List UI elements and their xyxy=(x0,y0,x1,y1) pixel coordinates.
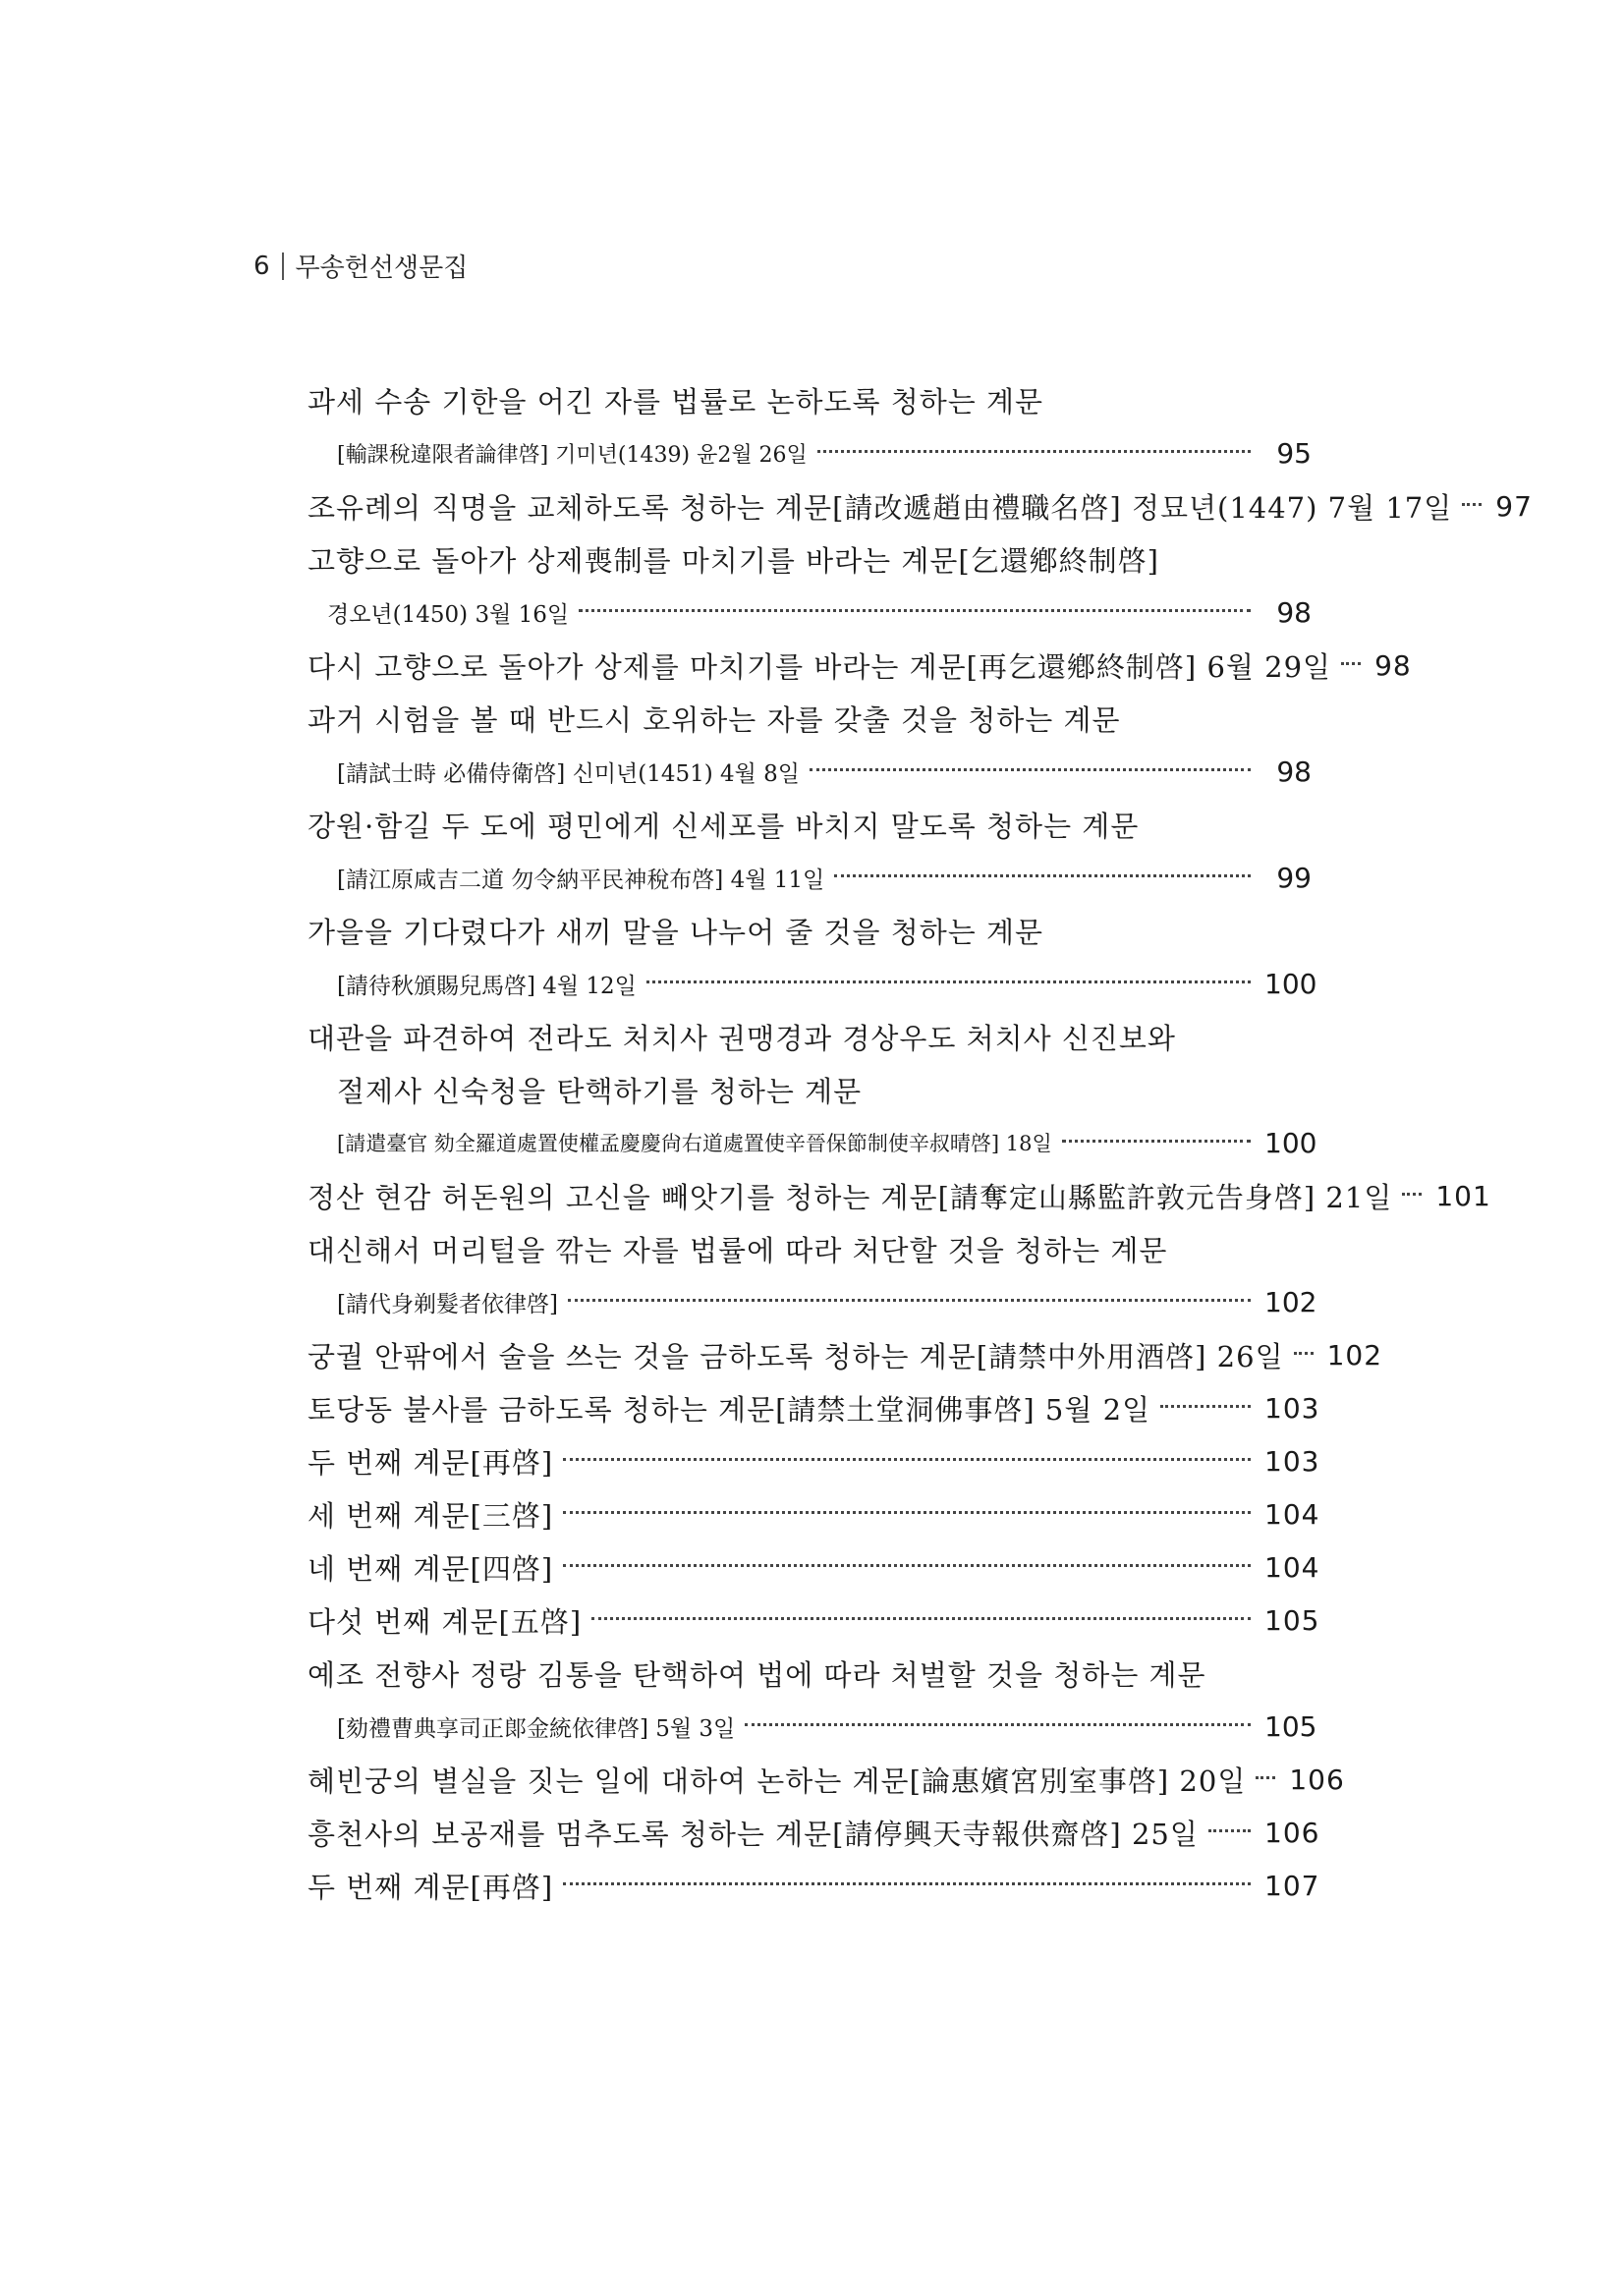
page-ref: 95 xyxy=(1276,436,1312,470)
toc-title-continuation xyxy=(308,1063,1312,1116)
page-ref: 97 xyxy=(1495,489,1533,523)
page-ref: 103 xyxy=(1264,1391,1320,1425)
dot-leader xyxy=(834,874,1251,877)
toc-entry xyxy=(308,426,1312,479)
dot-leader xyxy=(1208,1829,1251,1832)
toc-entry xyxy=(308,745,1312,798)
dot-leader xyxy=(563,1882,1251,1885)
toc-text: 가을을 기다렸다가 새끼 말을 나누어 줄 것을 청하는 계문 xyxy=(308,915,1044,949)
toc-text: [請試士時 必備侍衛啓] 신미년(1451) 4월 8일 xyxy=(337,760,801,787)
page-ref: 105 xyxy=(1264,1603,1320,1637)
toc-text: 다섯 번째 계문[五啓] xyxy=(308,1604,583,1639)
toc-title-line xyxy=(308,798,1312,851)
toc-text: 경오년(1450) 3월 16일 xyxy=(327,601,570,628)
toc-entry xyxy=(308,586,1312,639)
dot-leader xyxy=(817,450,1251,453)
toc-entry xyxy=(308,1169,1491,1222)
running-header xyxy=(253,248,468,284)
toc-entry xyxy=(308,1700,1317,1753)
toc-entry xyxy=(308,1859,1320,1912)
toc-text: 정산 현감 허돈원의 고신을 빼앗기를 청하는 계문[請奪定山縣監許敦元告身啓] 21일 xyxy=(308,1180,1393,1214)
toc-title-line xyxy=(308,1647,1312,1700)
toc-text: 과거 시험을 볼 때 반드시 호위하는 자를 갖출 것을 청하는 계문 xyxy=(308,702,1121,737)
toc-entry xyxy=(308,479,1533,532)
toc-text: 절제사 신숙청을 탄핵하기를 청하는 계문 xyxy=(337,1074,863,1108)
page-ref: 98 xyxy=(1276,595,1312,629)
toc-entry xyxy=(308,1434,1320,1487)
toc-text: 강원·함길 두 도에 평민에게 신세포를 바치지 말도록 청하는 계문 xyxy=(308,809,1140,843)
toc-title-line xyxy=(308,692,1312,745)
page-ref: 98 xyxy=(1276,755,1312,788)
toc-entry xyxy=(308,1753,1345,1806)
dot-leader xyxy=(1462,503,1482,506)
toc-entry xyxy=(308,1540,1320,1594)
dot-leader xyxy=(1294,1352,1314,1355)
table-of-contents xyxy=(308,373,1533,1912)
page-number: 6 xyxy=(253,251,270,281)
toc-text: 조유례의 직명을 교체하도록 청하는 계문[請改遞趙由禮職名啓] 정묘년(1447) 7월 17일 xyxy=(308,490,1453,525)
toc-text: 세 번째 계문[三啓] xyxy=(308,1498,554,1533)
dot-leader xyxy=(563,1511,1251,1514)
toc-title-line xyxy=(308,904,1312,957)
page-ref: 100 xyxy=(1264,967,1317,1000)
page-ref: 106 xyxy=(1264,1816,1320,1849)
toc-text: 고향으로 돌아가 상제喪制를 마치기를 바라는 계문[乞還鄕終制啓] xyxy=(308,543,1159,578)
toc-entry xyxy=(308,1275,1317,1328)
toc-text: 다시 고향으로 돌아가 상제를 마치기를 바라는 계문[再乞還鄕終制啓] 6월 29일 xyxy=(308,649,1332,684)
toc-entry xyxy=(308,957,1317,1010)
dot-leader xyxy=(1160,1405,1251,1408)
dot-leader xyxy=(1402,1193,1422,1196)
toc-entry xyxy=(308,1328,1383,1381)
toc-entry xyxy=(308,639,1412,692)
page-ref: 105 xyxy=(1264,1709,1317,1743)
toc-text: 대관을 파견하여 전라도 처치사 권맹경과 경상우도 처치사 신진보와 xyxy=(308,1021,1176,1055)
dot-leader xyxy=(591,1617,1251,1620)
page-ref: 104 xyxy=(1264,1550,1320,1584)
toc-text: 대신해서 머리털을 깎는 자를 법률에 따라 처단할 것을 청하는 계문 xyxy=(308,1233,1168,1267)
page-ref: 104 xyxy=(1264,1497,1320,1531)
toc-text: 두 번째 계문[再啓] xyxy=(308,1870,554,1904)
book-title: 무송헌선생문집 xyxy=(295,253,469,283)
toc-text: 혜빈궁의 별실을 짓는 일에 대하여 논하는 계문[論惠嬪宮別室事啓] 20일 xyxy=(308,1764,1247,1798)
dot-leader xyxy=(810,768,1251,771)
dot-leader xyxy=(563,1458,1251,1461)
toc-entry xyxy=(308,1806,1320,1859)
toc-entry xyxy=(308,1116,1317,1169)
page-ref: 102 xyxy=(1264,1285,1317,1318)
page-ref: 102 xyxy=(1326,1338,1383,1372)
page-ref: 100 xyxy=(1264,1126,1317,1159)
toc-text: 두 번째 계문[再啓] xyxy=(308,1445,554,1480)
toc-text: [請遣臺官 劾全羅道處置使權孟慶慶尙右道處置使辛晉保節制使辛叔晴啓] 18일 xyxy=(337,1132,1052,1155)
toc-title-line xyxy=(308,1010,1312,1063)
toc-entry xyxy=(308,1487,1320,1540)
toc-entry xyxy=(308,1381,1320,1434)
page-ref: 99 xyxy=(1276,861,1312,894)
toc-text: 토당동 불사를 금하도록 청하는 계문[請禁土堂洞佛事啓] 5월 2일 xyxy=(308,1392,1151,1427)
toc-text: 네 번째 계문[四啓] xyxy=(308,1551,554,1586)
toc-text: [輸課稅違限者論律啓] 기미년(1439) 윤2월 26일 xyxy=(337,442,808,468)
header-divider xyxy=(282,252,284,280)
toc-text: 과세 수송 기한을 어긴 자를 법률로 논하도록 청하는 계문 xyxy=(308,384,1044,419)
dot-leader xyxy=(1341,662,1361,665)
dot-leader xyxy=(745,1723,1251,1726)
toc-entry xyxy=(308,851,1312,904)
toc-title-line xyxy=(308,373,1312,426)
dot-leader xyxy=(646,980,1251,983)
page-ref: 101 xyxy=(1435,1179,1491,1212)
toc-text: 예조 전향사 정랑 김통을 탄핵하여 법에 따라 처벌할 것을 청하는 계문 xyxy=(308,1657,1206,1692)
toc-text: [請待秋頒賜兒馬啓] 4월 12일 xyxy=(337,973,637,999)
toc-text: [劾禮曹典享司正郞金統依律啓] 5월 3일 xyxy=(337,1715,736,1742)
toc-text: 흥천사의 보공재를 멈추도록 청하는 계문[請停興天寺報供齋啓] 25일 xyxy=(308,1817,1199,1851)
toc-title-line xyxy=(308,1222,1312,1275)
dot-leader xyxy=(1062,1140,1251,1143)
dot-leader xyxy=(568,1299,1251,1302)
dot-leader xyxy=(563,1564,1251,1567)
page-ref: 103 xyxy=(1264,1444,1320,1478)
page-ref: 98 xyxy=(1374,648,1412,682)
toc-entry xyxy=(308,1594,1320,1647)
toc-text: [請代身剃髮者依律啓] xyxy=(337,1291,558,1317)
dot-leader xyxy=(1256,1776,1275,1779)
toc-title-line xyxy=(308,532,1312,586)
toc-text: 궁궐 안팎에서 술을 쓰는 것을 금하도록 청하는 계문[請禁中外用酒啓] 26일 xyxy=(308,1339,1284,1373)
page-ref: 107 xyxy=(1264,1869,1320,1902)
toc-text: [請江原咸吉二道 勿令納平民神稅布啓] 4월 11일 xyxy=(337,867,825,893)
page-ref: 106 xyxy=(1289,1763,1345,1796)
dot-leader xyxy=(579,609,1251,612)
